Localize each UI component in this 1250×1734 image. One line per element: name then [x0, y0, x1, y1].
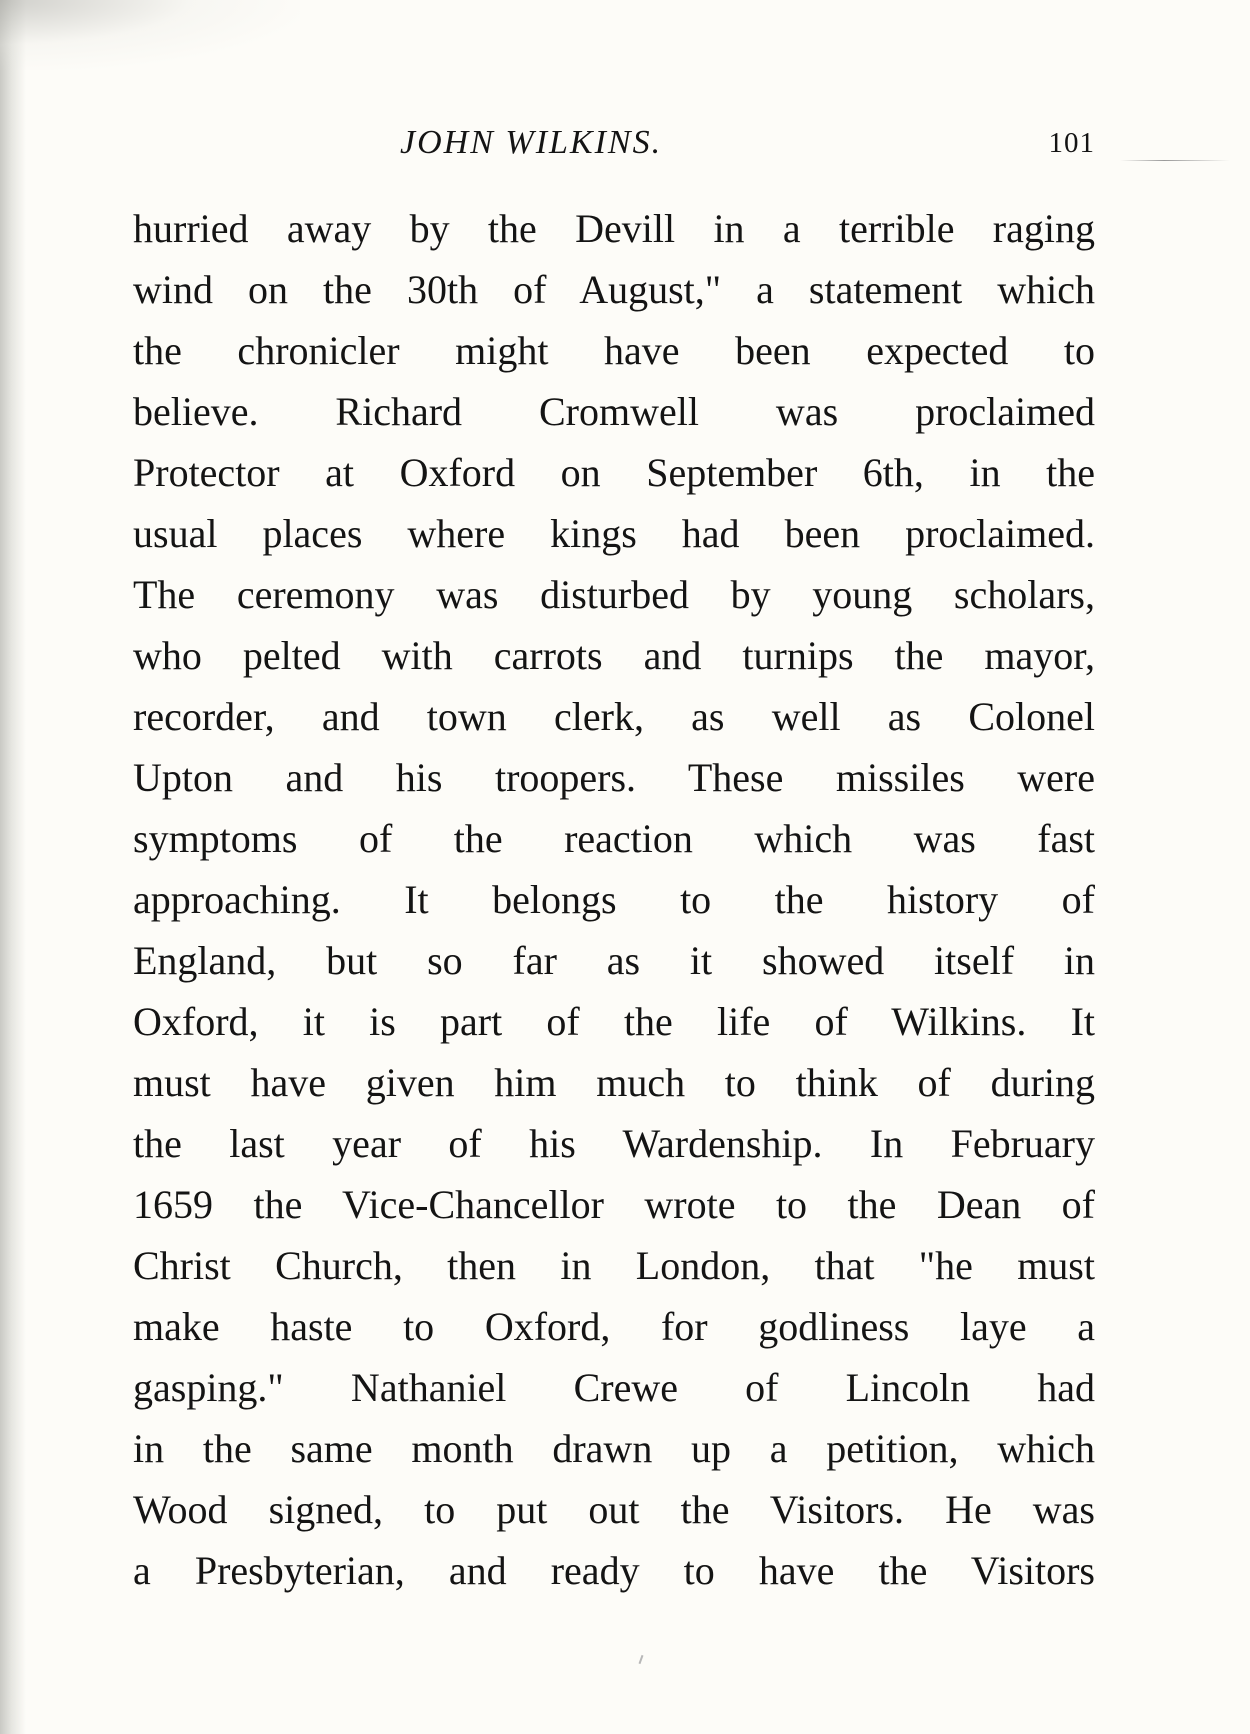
corner-stain [0, 0, 300, 70]
margin-mark [1120, 160, 1230, 161]
text-line: recorder, and town clerk, as well as Colonel [133, 694, 1095, 739]
page-number: 101 [1048, 127, 1095, 159]
running-title: JOHN WILKINS. [400, 124, 663, 161]
text-line: gasping." Nathaniel Crewe of Lincoln had [133, 1365, 1095, 1410]
text-line: in the same month drawn up a petition, which [133, 1426, 1095, 1471]
text-line: Oxford, it is part of the life of Wilkins. It [133, 999, 1095, 1044]
text-line: usual places where kings had been proclaimed. [133, 511, 1095, 556]
text-line: Upton and his troopers. These missiles were [133, 755, 1095, 800]
text-line: England, but so far as it showed itself in [133, 938, 1095, 983]
text-line: hurried away by the Devill in a terrible raging [133, 206, 1095, 251]
text-line: make haste to Oxford, for godliness laye a [133, 1304, 1095, 1349]
text-line: the last year of his Wardenship. In February [133, 1121, 1095, 1166]
paper-speck [639, 1655, 644, 1664]
text-line: symptoms of the reaction which was fast [133, 816, 1095, 861]
text-line: wind on the 30th of August," a statement which [133, 267, 1095, 312]
text-line: believe. Richard Cromwell was proclaimed [133, 389, 1095, 434]
text-line: a Presbyterian, and ready to have the Visitors [133, 1548, 1095, 1593]
text-line: Protector at Oxford on September 6th, in the [133, 450, 1095, 495]
text-line: the chronicler might have been expected to [133, 328, 1095, 373]
body-text [133, 198, 1095, 1601]
text-line: 1659 the Vice-Chancellor wrote to the Dean of [133, 1182, 1095, 1227]
text-line: Wood signed, to put out the Visitors. He was [133, 1487, 1095, 1532]
text-line: Christ Church, then in London, that "he must [133, 1243, 1095, 1288]
running-header [0, 118, 1250, 168]
text-line: The ceremony was disturbed by young scholars, [133, 572, 1095, 617]
text-line: who pelted with carrots and turnips the mayor, [133, 633, 1095, 678]
page-edge-shadow [0, 0, 26, 1734]
text-line: must have given him much to think of during [133, 1060, 1095, 1105]
text-line: approaching. It belongs to the history of [133, 877, 1095, 922]
